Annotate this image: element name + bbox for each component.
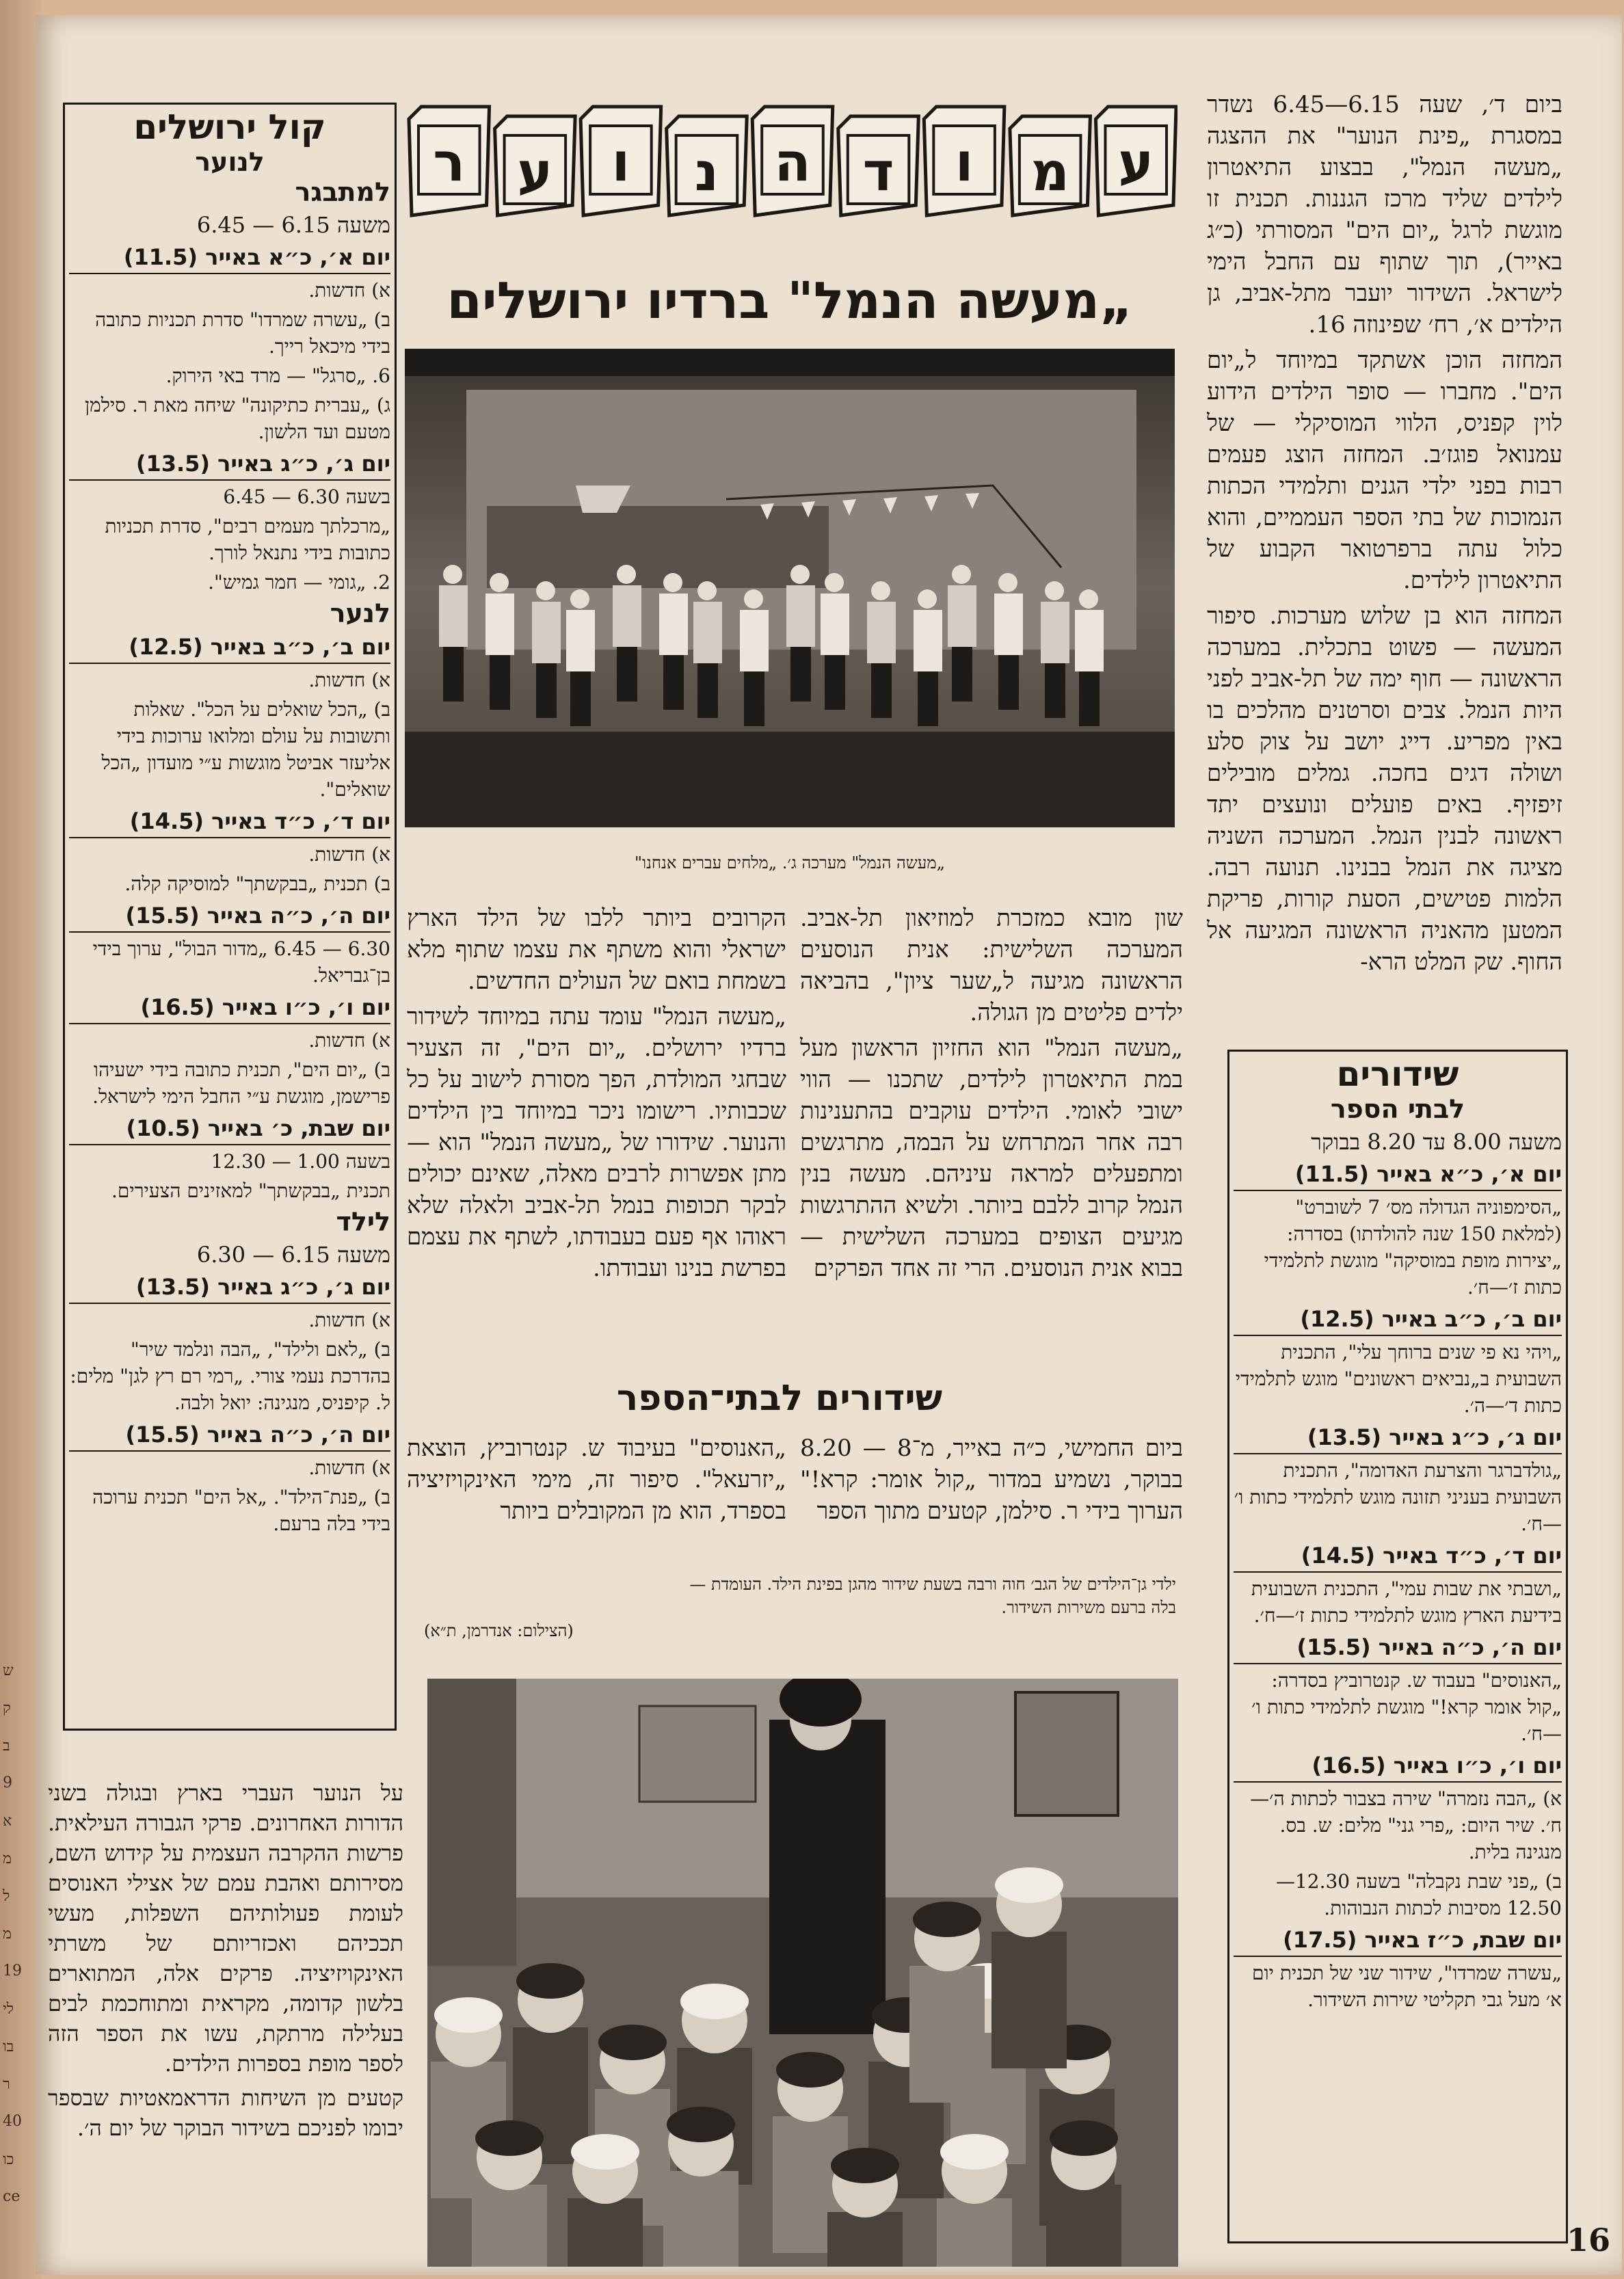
program-entry: א) חדשות. xyxy=(308,1029,390,1052)
program-entry: 6.30 — 6.45 „מדור הבול", ערוך בידי בן־גבריאל. xyxy=(92,937,390,987)
program-entry: בשעה 1.00 — 12.30 xyxy=(211,1150,390,1173)
program-entry: תכנית „בבקשתך" למאזינים הצעירים. xyxy=(111,1180,390,1202)
performer-figure xyxy=(693,581,722,718)
day-heading: יום א׳, כ״א באייר (11.5) xyxy=(1234,1160,1562,1191)
box-subtitle: לנוער xyxy=(195,147,265,177)
day-heading: יום ג׳, כ״ג באייר (13.5) xyxy=(69,449,390,481)
paragraph: שון מובא כמזכרת למוזיאון תל-אביב. המערכה השלישית: אנית הנוסעים הראשונה מגיעה ל„שער ציון", בהביאה ילדים פליטים מן הגולה. xyxy=(800,905,1183,1026)
masthead-book xyxy=(924,107,1004,215)
article-mid-right-column xyxy=(800,903,1183,1288)
day-heading: יום ג׳, כ״ג באייר (13.5) xyxy=(1234,1423,1562,1454)
performer-figure xyxy=(994,573,1023,710)
day-heading: יום ו׳, כ״ו באייר (16.5) xyxy=(69,993,390,1024)
performer-figure xyxy=(740,589,769,726)
previous-page-fragment: 40 xyxy=(3,2113,22,2130)
program-entry: א) חדשות. xyxy=(308,669,390,691)
program-entry: „מרכלתך מעמים רבים", סדרת תכניות כתובות בידי נתנאל לורך. xyxy=(105,515,390,564)
schools-left-text: „האנוסים" בעיבוד ש. קנטרוביץ, הוצאת „יזרעאל". סיפור זה, מימי האינקויזיציה בספרד, הוא מן המקובלים ביותר xyxy=(407,1435,786,1525)
previous-page-fragment: ר xyxy=(3,2076,10,2093)
previous-page-fragment: לי xyxy=(3,2001,14,2018)
performer-figure xyxy=(948,565,976,702)
paragraph: „מעשה הנמל" הוא החזיון הראשון מעל במת התיאטרון לילדים, שתכנו — הווי ישובי לאומי. הילדים עוקבים בהתענינות רבה אחר המתרחש על הבמה, מתרגשים ומתפעלים למראה עיניהם. מעשה בנין הנמל קרוב ללבם ביותר. ולשיא ההתרגשות מגיעים הצופים במערכה השלישית — בבוא אנית הנוסעים. הרי זה אחד הפרקים xyxy=(800,1035,1183,1282)
masthead-book xyxy=(409,107,490,215)
schools-right-text: ביום החמישי, כ״ה באייר, מ־8 — 8.20 בבוקר, נשמיע במדור „קול אומר: קרא!" הערוך בידי ר. סילמן, קטעים מתוך הספר xyxy=(800,1435,1183,1525)
masthead-letter: ה xyxy=(774,132,811,194)
schools-subhead: שידורים לבתי־הספר xyxy=(616,1378,943,1419)
program-entry: ב) תכנית „בבקשתך" למוסיקה קלה. xyxy=(124,872,390,895)
performer-figure xyxy=(659,573,688,710)
program-entry: א) חדשות. xyxy=(308,1309,390,1331)
previous-page-edge xyxy=(0,0,41,2279)
article-right-column xyxy=(1207,89,1562,982)
program-entry: „הסימפוניה הגדולה מס׳ 7 לשוברט" (למלאת 150 שנה להולדתו) בסדרה: „יצירות מופת במוסיקה" מוגשת לתלמידי כתות ז׳—ח׳. xyxy=(1264,1196,1562,1298)
paragraph: על הנוער העברי בארץ ובגולה בשני הדורות האחרונים. פרקי הגבורה העילאית. פרשות ההקרבה העצמית על קידוש השם, מסירותם ואהבת עמם של אצילי האנוסים לעומת פעולותיהם השפלות, מעשי תככיהם ואכזריותם של משרתי האינקויזיציה. פרקים אלה, המתוארים בלשון קדומה, מקראית ומתוחכמת לבים בעלילה מרתקת, עשו את הספר הזה לספר מופת בספרות הילדים. xyxy=(48,1780,403,2077)
performer-figure xyxy=(613,565,641,702)
previous-page-fragment: ce xyxy=(3,2188,21,2205)
program-entry: א) חדשות. xyxy=(308,1456,390,1479)
previous-page-fragment: כו xyxy=(3,2151,14,2168)
paragraph: הקרובים ביותר ללבו של הילד הארץ ישראלי והוא משתף את עצמו שתוף מלא בשמחת בואם של העולים החדשים. xyxy=(407,905,786,995)
masthead-book xyxy=(581,107,661,215)
child-figure xyxy=(663,2107,738,2267)
article-bottom-left xyxy=(48,1778,403,2147)
performer-figure xyxy=(532,581,561,718)
program-entry: 2. „גומי — חמר גמיש". xyxy=(208,571,390,594)
previous-page-fragment: ש xyxy=(3,1662,14,1679)
performer-figure xyxy=(867,581,896,718)
masthead-letter: ע xyxy=(517,142,553,203)
caption-line: בלה ברעם משירות השידור. xyxy=(1001,1598,1176,1617)
page-number: 16 xyxy=(1566,2222,1610,2258)
section-heading: לנער xyxy=(330,598,390,628)
section-hours: משעה 6.15 — 6.45 xyxy=(196,212,390,238)
day-heading: יום שבת, כ׳ באייר (10.5) xyxy=(69,1114,390,1145)
day-heading: יום ה׳, כ״ה באייר (15.5) xyxy=(1234,1633,1562,1664)
section-heading: לילד xyxy=(336,1207,390,1237)
previous-page-fragment: א xyxy=(3,1813,12,1830)
program-entry: ב) „עשרה שמרדו" סדרת תכניות כתובה בידי מיכאל רייך. xyxy=(95,308,390,358)
day-heading: יום ד׳, כ״ד באייר (14.5) xyxy=(69,807,390,838)
program-entry: „ושבתי את שבות עמי", התכנית השבועית בידיעת הארץ מוגש לתלמידי כתות ז׳—ח׳. xyxy=(1251,1577,1562,1627)
section-heading: למתבגר xyxy=(295,177,390,207)
masthead-letter: ו xyxy=(955,132,974,194)
section-hours: משעה 6.15 — 6.30 xyxy=(196,1242,390,1268)
article-mid-left-column xyxy=(407,903,786,1288)
box-hours: משעה 8.00 עד 8.20 בבוקר xyxy=(1311,1129,1562,1155)
masthead-book xyxy=(1010,116,1091,215)
day-heading: יום ו׳, כ״ו באייר (16.5) xyxy=(1234,1751,1562,1783)
performer-figure xyxy=(485,573,514,710)
program-entry: בשעה 6.30 — 6.45 xyxy=(223,485,390,508)
child-figure xyxy=(909,1902,985,2103)
previous-page-fragment: ל xyxy=(3,1888,10,1905)
day-heading: יום ב׳, כ״ב באייר (12.5) xyxy=(69,632,390,664)
box-subtitle: לבתי הספר xyxy=(1330,1094,1465,1124)
kindergarten-photo-caption xyxy=(424,1573,1176,1642)
stage-photo xyxy=(405,349,1175,827)
masthead-books xyxy=(405,103,1177,219)
performer-figure xyxy=(1075,589,1104,726)
child-figure xyxy=(1046,2120,1121,2267)
program-entry: „עשרה שמרדו", שידור שני של תכנית יום א׳ מעל גבי תקליטי שירות השידור. xyxy=(1251,1962,1562,2011)
program-entry: 6. „סרגל" — מרד באי הירוק. xyxy=(165,364,390,387)
caption-line: (הצילום: אנדרמן, ת״א) xyxy=(424,1621,574,1640)
caption-line: ילדי גן־הילדים של הגב׳ חוה ורבה בשעת שידור מהגן בפינת הילד. העומדת — xyxy=(689,1575,1176,1594)
day-heading: יום ב׳, כ״ב באייר (12.5) xyxy=(1234,1305,1562,1336)
masthead-book xyxy=(838,116,919,215)
program-entry: „האנוסים" בעבוד ש. קנטרוביץ בסדרה: „קול אומר קרא!" מוגשת לתלמידי כתות ו׳—ח׳. xyxy=(1251,1669,1562,1745)
performer-figure xyxy=(914,589,942,726)
masthead-book xyxy=(667,116,747,215)
day-heading: יום ה׳, כ״ה באייר (15.5) xyxy=(69,901,390,933)
previous-page-fragment: מ xyxy=(3,1850,12,1867)
paragraph: „מעשה הנמל" עומד עתה במיוחד לשידור ברדיו ירושלים. „יום הים", זה הצעיר שבחגי המולדת, הפך מסורת לישוב על כל שכבותיו. רישומו ניכר במיוחד בין הילדים והנוער. שידורו של „מעשה הנמל" הוא — מתן אפשרות לרבים מאלה, שאינם יכולים לבקר תכופות בנמל תל-אביב ולאלה שלא ראוהו אף פעם בעבודתו, לשתף את עצמם בפרשת בנינו ועבודתו. xyxy=(407,1003,786,1282)
masthead-letter: ע xyxy=(1118,132,1154,194)
performer-figure xyxy=(439,565,468,702)
performer-figure xyxy=(1041,581,1069,718)
child-figure xyxy=(991,1867,1067,2068)
masthead-book xyxy=(752,107,833,215)
child-figure xyxy=(472,2120,547,2267)
previous-page-fragment: 9 xyxy=(3,1774,12,1791)
box-title: שידורים xyxy=(1336,1054,1459,1094)
program-entry: ב) „פני שבת נקבלה" בשעה 12.30—12.50 מסיבות לכתות הנבוהות. xyxy=(1275,1870,1562,1919)
day-heading: יום שבת, כ״ז באייר (17.5) xyxy=(1234,1925,1562,1957)
program-entry: א) „הבה נזמרה" שירה בצבור לכתות ה׳—ח׳. שיר היום: „פרי גני" מלים: ש. בס. מנגינה בלית. xyxy=(1250,1787,1562,1863)
day-heading: יום ג׳, כ״ג באייר (13.5) xyxy=(69,1272,390,1304)
performer-figure xyxy=(786,565,815,702)
youth-radio-schedule-box xyxy=(63,103,397,1731)
masthead-letter: ד xyxy=(862,142,894,203)
paragraph: קטעים מן השיחות הדראמאטיות שבספר יבומו לפניכם בשידור הבוקר של יום ה׳. xyxy=(48,2085,403,2141)
previous-page-fragment: ב xyxy=(3,1737,10,1755)
child-figure xyxy=(937,2134,1012,2267)
child-figure xyxy=(568,2134,643,2267)
day-heading: יום א׳, כ״א באייר (11.5) xyxy=(69,243,390,274)
paragraph: המחזה הוכן אשתקד במיוחד ל„יום הים". מחברו — סופר הילדים הידוע לוין קפניס, הלווי המוסיקלי — של עמנואל פוגז׳ב. המחזה הוצג פעמים רבות בפני ילדי הגנים ותלמידי הכתות הנמוכות של בתי הספר העממיים, והוא כלול עתה ברפרטואר הקבוע של התיאטרון לילדים. xyxy=(1207,347,1562,594)
program-entry: א) חדשות. xyxy=(308,279,390,302)
program-entry: ג) „עברית כתיקונה" שיחה מאת ר. סילמן מטעם ועד הלשון. xyxy=(84,394,390,443)
program-entry: „ויהי נא פי שנים ברוחך עלי", התכנית השבועית ב„נביאים ראשונים" מוגש לתלמידי כתות ד׳—ה׳. xyxy=(1235,1341,1562,1417)
previous-page-fragment: ק xyxy=(3,1700,11,1717)
masthead-book xyxy=(1095,107,1176,215)
performer-figure xyxy=(566,589,595,726)
previous-page-fragment: 19 xyxy=(3,1962,22,1980)
program-entry: ב) „לאם ולילד", „הבה ונלמד שיר" בהדרכת נעמי צורי. „רמי רם רץ לגן" מלים: ל. קיפניס, מנגינה: יואל ולבה. xyxy=(70,1338,390,1414)
performer-figure xyxy=(821,573,849,710)
program-entry: ב) „פנת־הילד". „אל הים" תכנית ערוכה בידי בלה ברעם. xyxy=(92,1486,390,1535)
stage-photo-caption: „מעשה הנמל" מערכה ג׳. „מלחים עברים אנחנו" xyxy=(634,853,946,872)
day-heading: יום ד׳, כ״ד באייר (14.5) xyxy=(1234,1541,1562,1573)
masthead-letter: מ xyxy=(1030,142,1069,203)
program-entry: ב) „יום הים", תכנית כתובה בידי ישעיהו פרישמן, מוגשת ע״י החבל הימי לישראל. xyxy=(92,1058,390,1108)
program-entry: א) חדשות. xyxy=(308,843,390,866)
previous-page-fragment: מ xyxy=(3,1925,12,1943)
masthead-letter: נ xyxy=(694,142,719,203)
masthead-book xyxy=(495,116,576,215)
paragraph: ביום ד׳, שעה 6.15—6.45 נשדר במסגרת „פינת הנוער" את ההצגה „מעשה הנמל", בבצוע התיאטרון לילדים שליד מרכז הגננות. תכנית זו מוגשת לרגל „יום הים" המסורתי (כ״ג באייר), תוך שתוף עם החבל הימי לישראל. השידור יועבר מתל-אביב, גן הילדים א׳, רח׳ שפינוזה 16. xyxy=(1207,91,1562,338)
previous-page-fragment: בו xyxy=(3,2038,14,2055)
masthead-letter: ר xyxy=(433,132,466,194)
masthead-letter: ו xyxy=(611,132,630,194)
headline: „מעשה הנמל" ברדיו ירושלים xyxy=(447,271,1133,330)
kindergarten-photo xyxy=(427,1679,1178,2267)
box-title: קול ירושלים xyxy=(133,107,326,147)
day-heading: יום ה׳, כ״ה באייר (15.5) xyxy=(69,1420,390,1452)
schools-radio-schedule-box xyxy=(1227,1050,1568,2243)
program-entry: ב) „הכל שואלים על הכל". שאלות ותשובות על עולם ומלואו ערוכות בידי אליעזר אביטל מוגשות ע״י מועדון „הכל שואלים". xyxy=(101,698,390,801)
program-entry: „גולדברגר והצרעת האדומה", התכנית השבועית בעניני תזונה מוגש לתלמידי כתות ו׳—ח׳. xyxy=(1234,1459,1562,1535)
paragraph: המחזה הוא בן שלוש מערכות. סיפור המעשה — פשוט בתכלית. במערכה הראשונה — חוף ימה של תל-אביב לפני היות הנמל. צבים וסרטנים מהלכים בו באין מפריע. דייג יושב על צוק סלע ושולה דגים בחכה. גמלים מובילים זיפזיף. באים פועלים ונועצים יתד ראשונה לבנין הנמל. המערכה השניה מציגה את הנמל בבנינו. תנועה רבה. הלמות פטישים, הסעת קורות, פריקת המטען מהאניה הראשונה המגיעה אל החוף. שק המלט הרא- xyxy=(1207,602,1562,976)
